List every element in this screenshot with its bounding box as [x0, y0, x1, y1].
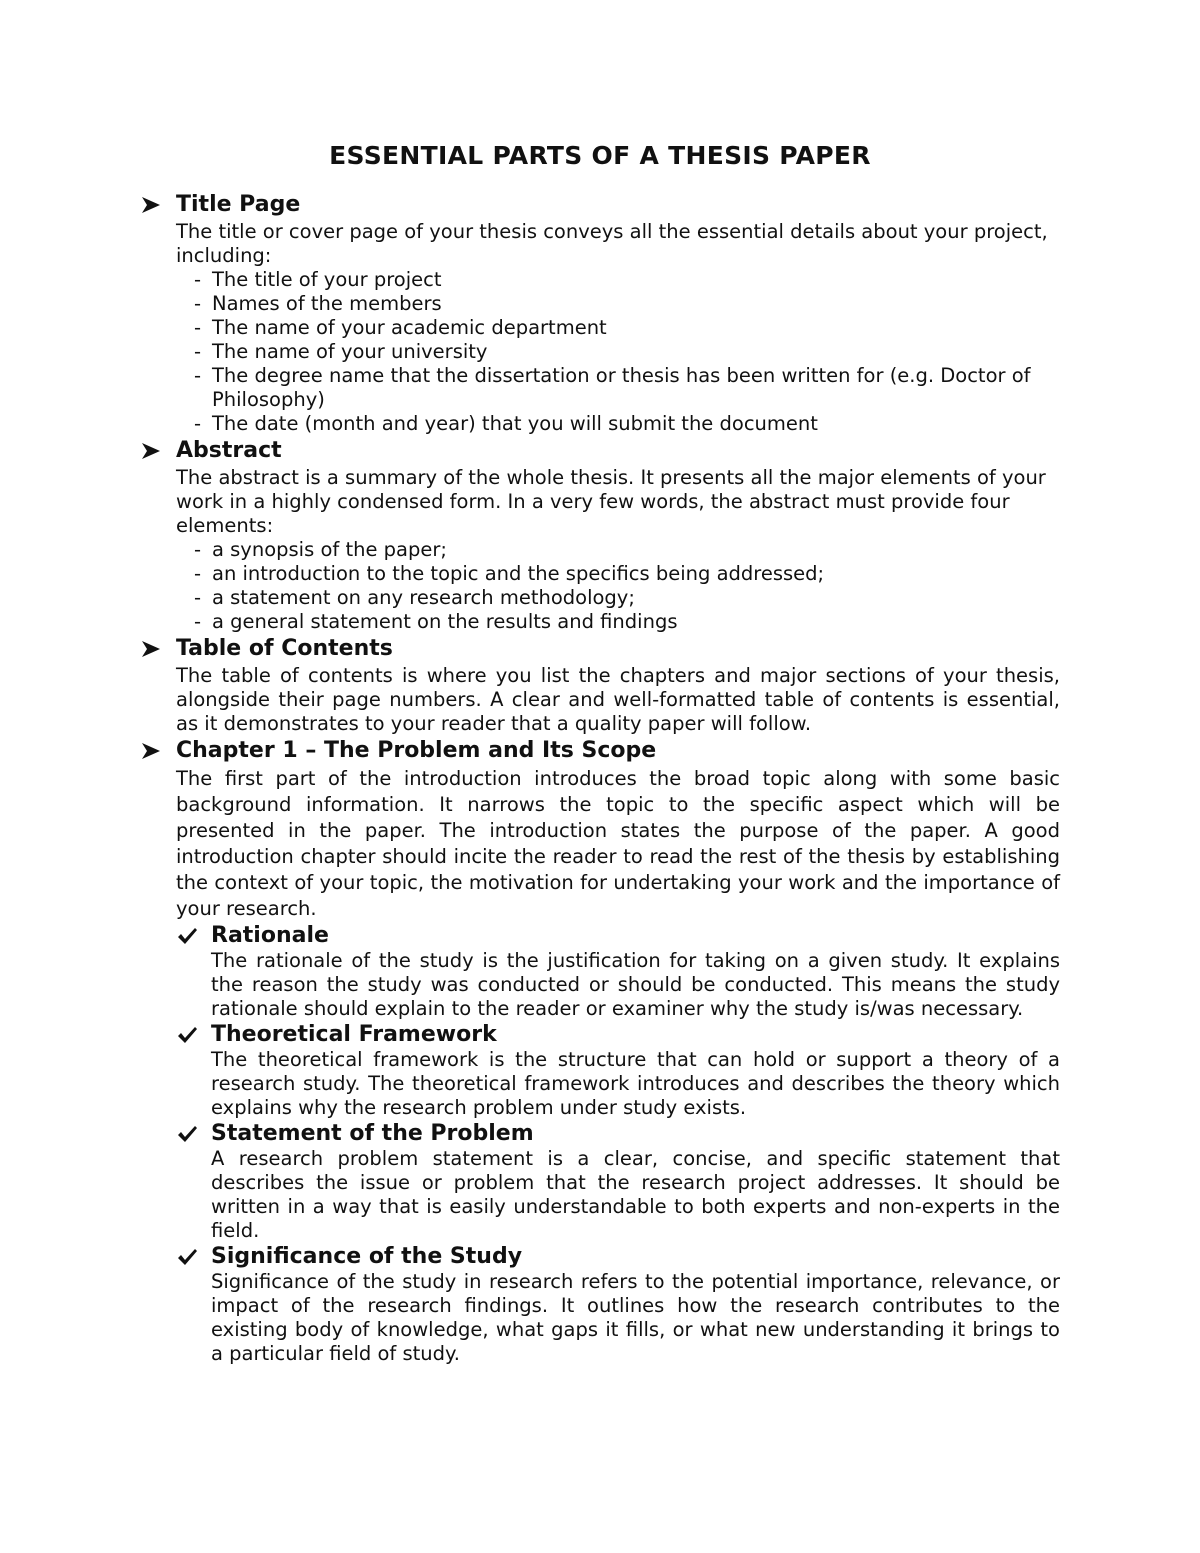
subsection-heading: Significance of the Study	[211, 1244, 523, 1269]
subsection-rationale	[176, 922, 1060, 1021]
subsection-heading: Rationale	[211, 923, 329, 948]
dash-list	[176, 268, 1060, 436]
subsection-statement-of-the-problem	[176, 1120, 1060, 1243]
arrow-bullet-icon	[140, 196, 162, 214]
dash-marker: -	[194, 364, 202, 387]
subsection-significance-of-the-study	[176, 1243, 1060, 1366]
subsection-paragraph: A research problem statement is a clear, concise, and specific statement that describes the issue or problem that the research project addresses. It should be written in a way that is easily understandable to both experts and non-experts in the field.	[211, 1147, 1060, 1242]
section-heading: Title Page	[176, 192, 301, 217]
list-item	[194, 586, 1060, 610]
list-item-text: The title of your project	[212, 268, 442, 291]
checkmark-icon	[176, 926, 198, 946]
document-content	[140, 190, 1060, 1366]
list-item-text: a statement on any research methodology;	[212, 586, 635, 609]
list-item	[194, 316, 1060, 340]
subsection-heading: Theoretical Framework	[211, 1022, 497, 1047]
section-paragraph: The abstract is a summary of the whole thesis. It presents all the major elements of your work in a highly condensed form. In a very few words, the abstract must provide four elements:	[176, 466, 1046, 537]
list-item-text: a general statement on the results and findings	[212, 610, 678, 633]
subsection-heading: Statement of the Problem	[211, 1121, 534, 1146]
list-item-text: The name of your academic department	[212, 316, 607, 339]
section-paragraph: The table of contents is where you list the chapters and major sections of your thesis, alongside their page numbers. A clear and well-formatted table of contents is essential, as it demonstrates to your reader that a quality paper will follow.	[176, 664, 1060, 735]
dash-marker: -	[194, 538, 202, 561]
section-heading-row	[140, 190, 1060, 220]
dash-marker: -	[194, 340, 202, 363]
section-title-page	[140, 190, 1060, 436]
section-body	[176, 766, 1060, 922]
list-item	[194, 610, 1060, 634]
dash-marker: -	[194, 586, 202, 609]
section-heading-row	[140, 736, 1060, 766]
dash-marker: -	[194, 292, 202, 315]
list-item	[194, 562, 1060, 586]
section-paragraph: The first part of the introduction introduces the broad topic along with some basic background information. It narrows the topic to the specific aspect which will be presented in the paper. The introduction states the purpose of the paper. A good introduction chapter should incite the reader to read the rest of the thesis by establishing the context of your topic, the motivation for undertaking your work and the importance of your research.	[176, 767, 1060, 920]
list-item-text: The name of your university	[212, 340, 488, 363]
list-item-text: The date (month and year) that you will submit the document	[212, 412, 818, 435]
subsection-heading-row	[176, 1120, 1060, 1147]
section-chapter-1	[140, 736, 1060, 1366]
list-item	[194, 268, 1060, 292]
list-item	[194, 412, 1060, 436]
subsection-paragraph: Significance of the study in research refers to the potential importance, relevance, or impact of the research findings. It outlines how the research contributes to the existing body of knowledge, what gaps it fills, or what new understanding it brings to a particular field of study.	[211, 1270, 1060, 1365]
subsection-heading-row	[176, 1243, 1060, 1270]
list-item	[194, 292, 1060, 316]
subsection-paragraph: The theoretical framework is the structure that can hold or support a theory of a research study. The theoretical framework introduces and describes the theory which explains why the research problem under study exists.	[211, 1048, 1060, 1119]
checkmark-icon	[176, 1025, 198, 1045]
dash-marker: -	[194, 412, 202, 435]
section-heading-row	[140, 436, 1060, 466]
section-body	[176, 466, 1060, 634]
page-title: ESSENTIAL PARTS OF A THESIS PAPER	[329, 141, 871, 170]
subsection-heading-row	[176, 922, 1060, 949]
subsection-paragraph: The rationale of the study is the justification for taking on a given study. It explains the reason the study was conducted or should be conducted. This means the study rationale should explain to the reader or examiner why the study is/was necessary.	[211, 949, 1060, 1020]
arrow-bullet-icon	[140, 442, 162, 460]
dash-marker: -	[194, 562, 202, 585]
section-heading: Abstract	[176, 438, 282, 463]
dash-marker: -	[194, 316, 202, 339]
section-body	[176, 664, 1060, 736]
dash-marker: -	[194, 268, 202, 291]
list-item	[194, 364, 1060, 412]
section-paragraph: The title or cover page of your thesis conveys all the essential details about your project, including:	[176, 220, 1048, 267]
checkmark-icon	[176, 1124, 198, 1144]
arrow-bullet-icon	[140, 640, 162, 658]
section-heading: Table of Contents	[176, 636, 393, 661]
checkmark-icon	[176, 1247, 198, 1267]
list-item	[194, 538, 1060, 562]
arrow-bullet-icon	[140, 742, 162, 760]
section-heading-row	[140, 634, 1060, 664]
dash-list	[176, 538, 1060, 634]
section-abstract	[140, 436, 1060, 634]
list-item-text: a synopsis of the paper;	[212, 538, 447, 561]
list-item-text: The degree name that the dissertation or thesis has been written for (e.g. Doctor of Philosophy)	[212, 364, 1031, 411]
list-item-text: an introduction to the topic and the specifics being addressed;	[212, 562, 825, 585]
subsection-heading-row	[176, 1021, 1060, 1048]
dash-marker: -	[194, 610, 202, 633]
list-item-text: Names of the members	[212, 292, 442, 315]
section-body	[176, 220, 1060, 436]
section-table-of-contents	[140, 634, 1060, 736]
section-heading: Chapter 1 – The Problem and Its Scope	[176, 738, 657, 763]
list-item	[194, 340, 1060, 364]
subsection-theoretical-framework	[176, 1021, 1060, 1120]
